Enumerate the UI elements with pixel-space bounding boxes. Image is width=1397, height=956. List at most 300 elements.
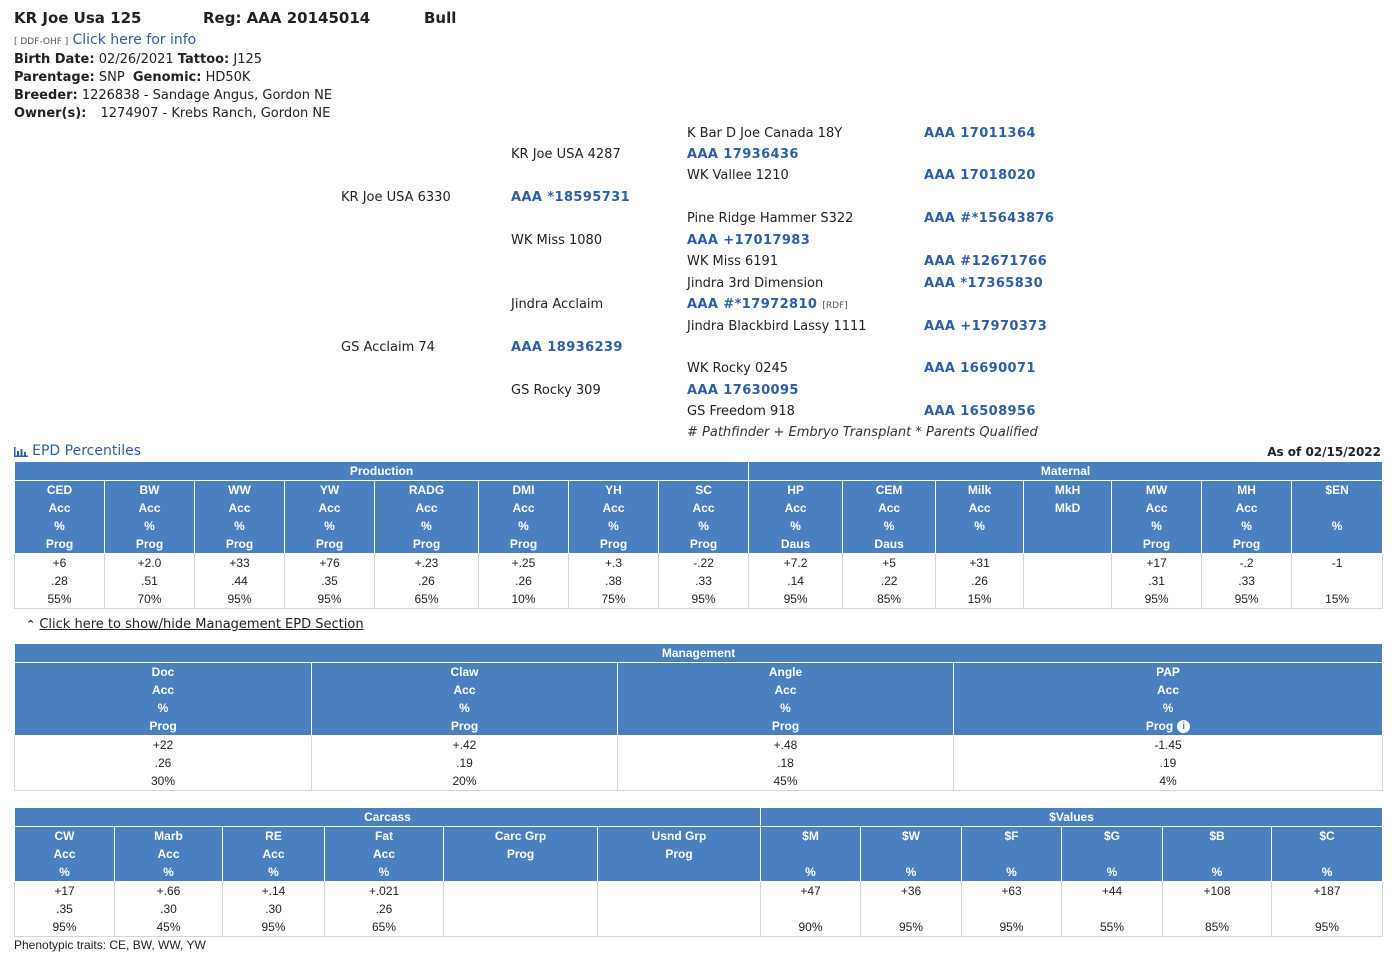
epd-header-text: Prog bbox=[45, 537, 74, 551]
epd-header-line bbox=[195, 481, 284, 499]
carcass-value bbox=[1163, 900, 1271, 918]
epd-value: 95% bbox=[227, 592, 252, 606]
epd-header-line bbox=[1024, 517, 1111, 535]
carcass-values-dollar-b bbox=[1163, 882, 1272, 937]
epd-values-ced bbox=[15, 554, 105, 609]
epd-header-text: Acc bbox=[228, 501, 251, 515]
epd-header-text: Prog bbox=[135, 537, 164, 551]
carcass-header-text: Prog bbox=[665, 847, 693, 861]
epd-header-line bbox=[195, 517, 284, 535]
epd-header-text: DMI bbox=[512, 483, 535, 497]
breeder-label: Breeder: bbox=[14, 88, 78, 103]
mgmt-values-doc bbox=[15, 736, 312, 791]
carcass-header-text: % bbox=[378, 865, 390, 879]
epd-header-line bbox=[1202, 499, 1291, 517]
carcass-values-dollar-f bbox=[962, 882, 1062, 937]
epd-header-sc bbox=[659, 481, 749, 554]
management-header: Management bbox=[15, 644, 1383, 663]
epd-header-line bbox=[1202, 481, 1291, 499]
epd-header-text: Daus bbox=[874, 537, 904, 551]
epd-header-text: Acc bbox=[48, 501, 71, 515]
epd-header-line bbox=[569, 517, 658, 535]
mgmt-header-text: Prog bbox=[771, 719, 800, 733]
pedigree-dsd-reg[interactable]: AAA +17970373 bbox=[924, 319, 1048, 334]
mgmt-header-line bbox=[954, 717, 1382, 735]
carcass-header-line bbox=[962, 845, 1061, 863]
epd-value: +6 bbox=[52, 556, 67, 570]
carcass-header-text: $F bbox=[1004, 829, 1019, 843]
epd-header-text: % bbox=[234, 519, 245, 533]
carcass-values-dollar-m bbox=[761, 882, 861, 937]
epd-header-line bbox=[479, 535, 568, 553]
carcass-header-line bbox=[1062, 845, 1162, 863]
carcass-values-marb bbox=[115, 882, 223, 937]
epd-header-text: % bbox=[1241, 519, 1252, 533]
carcass-value: 90% bbox=[798, 920, 823, 934]
pedigree-dsd-name: Jindra Blackbird Lassy 1111 bbox=[687, 319, 867, 334]
carcass-header-text: $G bbox=[1103, 829, 1120, 843]
carcass-value: +17 bbox=[54, 884, 75, 898]
carcass-header-text: $M bbox=[802, 829, 819, 843]
carcass-header-text: % bbox=[1106, 865, 1118, 879]
epd-values-mw bbox=[1112, 554, 1202, 609]
carcass-header-text: % bbox=[805, 865, 816, 879]
pedigree-dss-reg[interactable]: AAA *17365830 bbox=[924, 276, 1044, 291]
epd-value: 15% bbox=[967, 592, 992, 606]
mgmt-header-line bbox=[15, 717, 311, 735]
epd-header-text: Prog bbox=[689, 537, 718, 551]
epd-header-line bbox=[749, 481, 842, 499]
carcass-value bbox=[761, 900, 860, 918]
management-toggle-link[interactable]: Click here to show/hide Management EPD Section bbox=[39, 617, 364, 632]
carcass-values-carc-grp bbox=[444, 882, 598, 937]
epd-header-line bbox=[936, 535, 1023, 553]
epd-header-hp bbox=[749, 481, 843, 554]
genomic-value: HD50K bbox=[205, 70, 251, 85]
carcass-header-text: % bbox=[268, 865, 279, 879]
epd-header-mkh bbox=[1024, 481, 1112, 554]
epd-header-line bbox=[195, 499, 284, 517]
carcass-header-line bbox=[223, 845, 324, 863]
epd-value: .44 bbox=[231, 574, 248, 588]
epd-header-line bbox=[1024, 481, 1111, 499]
carcass-header-text: $B bbox=[1209, 829, 1225, 843]
carcass-value: 95% bbox=[1315, 920, 1340, 934]
epd-header-text: MH bbox=[1237, 483, 1256, 497]
epd-values-bw bbox=[105, 554, 195, 609]
epd-value: .28 bbox=[51, 574, 68, 588]
carcass-value: +187 bbox=[1313, 884, 1341, 898]
carcass-values-re bbox=[223, 882, 325, 937]
carcass-values-usnd-grp bbox=[598, 882, 761, 937]
carcass-header-text: Acc bbox=[372, 847, 395, 861]
carcass-header-line bbox=[598, 827, 760, 845]
mgmt-header-text: Claw bbox=[450, 665, 479, 679]
carcass-header-line bbox=[598, 845, 760, 863]
epd-header-ced bbox=[15, 481, 105, 554]
carcass-header-text: $C bbox=[1319, 829, 1335, 843]
maternal-header: Maternal bbox=[749, 462, 1383, 481]
epd-header-text: YH bbox=[605, 483, 622, 497]
pedigree-dds-name: WK Rocky 0245 bbox=[687, 361, 789, 376]
genetic-codes: [ DDF-OHF ] bbox=[14, 37, 69, 47]
carcass-value bbox=[444, 918, 597, 936]
epd-value: 55% bbox=[47, 592, 72, 606]
epd-header-text: BW bbox=[139, 483, 160, 497]
epd-header-line bbox=[569, 499, 658, 517]
epd-values-sc bbox=[659, 554, 749, 609]
epd-values-milk bbox=[936, 554, 1024, 609]
epd-header-text: % bbox=[144, 519, 155, 533]
epd-values-yw bbox=[285, 554, 375, 609]
carcass-header-text: RE bbox=[265, 829, 282, 843]
carcass-values-fat bbox=[325, 882, 444, 937]
epd-header-radg bbox=[375, 481, 479, 554]
epd-header-line bbox=[843, 481, 935, 499]
carcass-header-line bbox=[444, 863, 597, 881]
carcass-values-dollar-w bbox=[861, 882, 962, 937]
mgmt-header-text: % bbox=[459, 701, 470, 715]
carcass-header-text: % bbox=[905, 865, 917, 879]
epd-header-dmi bbox=[479, 481, 569, 554]
mgmt-header-line bbox=[312, 717, 617, 735]
epd-value: 95% bbox=[317, 592, 342, 606]
pedigree-sds-name: Pine Ridge Hammer S322 bbox=[687, 211, 854, 226]
pedigree-dd-reg[interactable]: AAA 17630095 bbox=[687, 383, 799, 398]
epd-header-text: YW bbox=[319, 483, 340, 497]
carcass-header-line bbox=[861, 827, 961, 845]
pedigree-ss-name: KR Joe USA 4287 bbox=[511, 147, 621, 162]
mgmt-header-line bbox=[312, 681, 617, 699]
epd-header-mw bbox=[1112, 481, 1202, 554]
epd-value bbox=[1024, 572, 1111, 590]
carcass-header-marb bbox=[115, 827, 223, 882]
carcass-header-text: Carc Grp bbox=[494, 829, 547, 843]
mgmt-value: 30% bbox=[150, 774, 176, 788]
epd-header-line bbox=[1112, 499, 1201, 517]
epd-header-text: Prog bbox=[1142, 537, 1171, 551]
carcass-header-line bbox=[223, 863, 324, 881]
carcass-header-text: Fat bbox=[375, 829, 393, 843]
epd-header-text: % bbox=[883, 519, 895, 533]
chevron-up-icon[interactable]: ⌃ bbox=[26, 618, 36, 631]
carcass-header-line bbox=[115, 827, 222, 845]
mgmt-header-line bbox=[312, 663, 617, 681]
mgmt-header-line bbox=[618, 681, 953, 699]
epd-header-line bbox=[1024, 499, 1111, 517]
epd-value: .22 bbox=[880, 574, 898, 588]
mgmt-header-text: % bbox=[157, 701, 169, 715]
epd-header-text: Prog bbox=[412, 537, 441, 551]
epd-header-line bbox=[1202, 517, 1291, 535]
epd-header-line bbox=[1292, 535, 1382, 553]
epd-header-text: CEM bbox=[875, 483, 903, 497]
carcass-value: .30 bbox=[160, 902, 177, 916]
carcass-header-text: Prog bbox=[506, 847, 535, 861]
carcass-table bbox=[14, 807, 1383, 937]
epd-header-text: Daus bbox=[780, 537, 811, 551]
carcass-header-text: Acc bbox=[262, 847, 285, 861]
epd-value: .33 bbox=[695, 574, 712, 588]
mgmt-header-line bbox=[618, 663, 953, 681]
epd-value: 85% bbox=[877, 592, 902, 606]
carcass-header-text: % bbox=[1321, 865, 1333, 879]
epd-header-line bbox=[1024, 535, 1111, 553]
birth-date-label: Birth Date: bbox=[14, 52, 95, 67]
carcass-header-line bbox=[1062, 863, 1162, 881]
pedigree-dam-name: GS Acclaim 74 bbox=[341, 340, 435, 355]
epd-header-milk bbox=[936, 481, 1024, 554]
epd-header-text: MkH bbox=[1054, 483, 1081, 497]
carcass-header-line bbox=[223, 827, 324, 845]
carcass-header-line bbox=[598, 863, 760, 881]
pedigree-sss-reg[interactable]: AAA 17011364 bbox=[924, 126, 1036, 141]
epd-header-line bbox=[843, 499, 935, 517]
epd-header-line bbox=[843, 535, 935, 553]
mgmt-header-line bbox=[15, 663, 311, 681]
epd-value: .26 bbox=[418, 574, 435, 588]
info-icon[interactable]: i bbox=[1177, 720, 1190, 733]
epd-header-text: Milk bbox=[967, 483, 992, 497]
mgmt-header-line bbox=[954, 663, 1382, 681]
epd-value: +5 bbox=[882, 556, 896, 570]
epd-header-line bbox=[15, 481, 104, 499]
carcass-header-text: % bbox=[59, 865, 70, 879]
carcass-value bbox=[598, 918, 760, 936]
carcass-value: +63 bbox=[1001, 884, 1022, 898]
epd-header-text: Prog bbox=[315, 537, 344, 551]
mgmt-value: .26 bbox=[154, 756, 172, 770]
pedigree-sire-reg[interactable]: AAA *18595731 bbox=[511, 190, 631, 205]
carcass-values-dollar-c bbox=[1272, 882, 1383, 937]
epd-value: 65% bbox=[414, 592, 439, 606]
carcass-value bbox=[444, 900, 597, 918]
carcass-header-line bbox=[15, 827, 114, 845]
pedigree-dam-reg[interactable]: AAA 18936239 bbox=[511, 340, 623, 355]
mgmt-header-text: % bbox=[780, 701, 791, 715]
pedigree-dds-reg[interactable]: AAA 16690071 bbox=[924, 361, 1036, 376]
epd-values-dollar-en bbox=[1292, 554, 1383, 609]
epd-header-line bbox=[749, 535, 842, 553]
mgmt-values-pap bbox=[954, 736, 1383, 791]
epd-values-mkh bbox=[1024, 554, 1112, 609]
carcass-header-re bbox=[223, 827, 325, 882]
carcass-value bbox=[962, 900, 1061, 918]
pedigree-ds-reg[interactable]: AAA #*17972810 bbox=[687, 297, 818, 312]
epd-header-line bbox=[1292, 517, 1382, 535]
pedigree-ddd-name: GS Freedom 918 bbox=[687, 404, 795, 419]
epd-value: 95% bbox=[1144, 592, 1169, 606]
epd-values-radg bbox=[375, 554, 479, 609]
epd-value: .35 bbox=[321, 574, 338, 588]
epd-header-text: Acc bbox=[512, 501, 535, 515]
epd-header-text: CED bbox=[46, 483, 73, 497]
carcass-header: Carcass bbox=[15, 808, 761, 827]
tattoo-label: Tattoo: bbox=[177, 52, 230, 67]
mgmt-value: 20% bbox=[452, 774, 477, 788]
epd-header-text: Prog bbox=[225, 537, 254, 551]
carcass-header-fat bbox=[325, 827, 444, 882]
epd-value: -1 bbox=[1331, 556, 1343, 570]
mgmt-header-text: Prog bbox=[450, 719, 479, 733]
mgmt-header-line bbox=[954, 699, 1382, 717]
epd-value bbox=[1024, 554, 1111, 572]
epd-header-mh bbox=[1202, 481, 1292, 554]
carcass-header-line bbox=[15, 863, 114, 881]
epd-header-text: Acc bbox=[968, 501, 991, 515]
carcass-value: +108 bbox=[1203, 884, 1231, 898]
epd-header-text: Acc bbox=[692, 501, 715, 515]
animal-sex: Bull bbox=[424, 9, 457, 27]
epd-value: +33 bbox=[229, 556, 250, 570]
epd-header-line bbox=[659, 517, 748, 535]
carcass-header-line bbox=[1272, 845, 1382, 863]
epd-header-line bbox=[285, 517, 374, 535]
epd-header-text: Acc bbox=[1145, 501, 1168, 515]
mgmt-header-text: Doc bbox=[151, 665, 175, 679]
epd-value: +31 bbox=[969, 556, 990, 570]
pedigree-sds-reg[interactable]: AAA #*15643876 bbox=[924, 211, 1055, 226]
carcass-header-line bbox=[761, 845, 860, 863]
epd-header-text: % bbox=[518, 519, 529, 533]
carcass-header-carc-grp bbox=[444, 827, 598, 882]
epd-header-text: % bbox=[608, 519, 619, 533]
info-link[interactable]: Click here for info bbox=[72, 32, 197, 48]
carcass-header-line bbox=[1272, 863, 1382, 881]
mgmt-values-angle bbox=[618, 736, 954, 791]
epd-header-text: $EN bbox=[1325, 483, 1349, 497]
epd-header-yh bbox=[569, 481, 659, 554]
pedigree-ssd-reg[interactable]: AAA 17018020 bbox=[924, 168, 1036, 183]
epd-value: 95% bbox=[1234, 592, 1259, 606]
pedigree-dss-name: Jindra 3rd Dimension bbox=[687, 276, 824, 291]
pedigree-legend: # Pathfinder + Embryo Transplant * Parents Qualified bbox=[687, 425, 1038, 440]
epd-header-line bbox=[936, 517, 1023, 535]
epd-section-title[interactable]: EPD Percentiles bbox=[32, 443, 142, 459]
epd-header-line bbox=[375, 535, 478, 553]
carcass-value: +44 bbox=[1101, 884, 1123, 898]
epd-header-line bbox=[375, 481, 478, 499]
epd-header-yw bbox=[285, 481, 375, 554]
carcass-value: +.14 bbox=[261, 884, 286, 898]
epd-header-line bbox=[105, 481, 194, 499]
epd-header-text: HP bbox=[787, 483, 804, 497]
mgmt-header-line bbox=[15, 681, 311, 699]
epd-header-text: WW bbox=[228, 483, 251, 497]
carcass-value: 65% bbox=[371, 920, 397, 934]
carcass-values-cw bbox=[15, 882, 115, 937]
epd-value: -.2 bbox=[1239, 556, 1254, 570]
epd-header-text: Prog bbox=[1232, 537, 1261, 551]
epd-header-text: % bbox=[54, 519, 65, 533]
carcass-value: 55% bbox=[1099, 920, 1125, 934]
pedigree-sire-name: KR Joe USA 6330 bbox=[341, 190, 451, 205]
epd-value: .38 bbox=[605, 574, 622, 588]
epd-header-line bbox=[1112, 517, 1201, 535]
pedigree-ss-reg[interactable]: AAA 17936436 bbox=[687, 147, 799, 162]
epd-header-text: MW bbox=[1145, 483, 1168, 497]
epd-value: .51 bbox=[141, 574, 158, 588]
epd-values-ww bbox=[195, 554, 285, 609]
pedigree-sss-name: K Bar D Joe Canada 18Y bbox=[687, 126, 843, 141]
epd-header-line bbox=[1202, 535, 1291, 553]
carcass-header-text: % bbox=[1211, 865, 1223, 879]
owner-label: Owner(s): bbox=[14, 106, 87, 121]
epd-value: .26 bbox=[971, 574, 988, 588]
mgmt-value: 4% bbox=[1159, 774, 1177, 788]
epd-header-line bbox=[659, 481, 748, 499]
epd-header-text: % bbox=[698, 519, 709, 533]
epd-header-line bbox=[375, 499, 478, 517]
mgmt-values-claw bbox=[312, 736, 618, 791]
carcass-header-line bbox=[115, 863, 222, 881]
epd-header-text: Prog bbox=[509, 537, 538, 551]
parentage-label: Parentage: bbox=[14, 70, 95, 85]
carcass-header-line bbox=[444, 827, 597, 845]
epd-value: .33 bbox=[1238, 574, 1255, 588]
carcass-value: 95% bbox=[52, 920, 77, 934]
mgmt-value: +22 bbox=[152, 738, 174, 752]
epd-header-line bbox=[105, 517, 194, 535]
epd-header-line bbox=[105, 499, 194, 517]
carcass-header-line bbox=[1062, 827, 1162, 845]
pedigree-sd-reg[interactable]: AAA +17017983 bbox=[687, 233, 811, 248]
epd-header-line bbox=[195, 535, 284, 553]
epd-header-line bbox=[569, 535, 658, 553]
pedigree-dd-name: GS Rocky 309 bbox=[511, 383, 601, 398]
carcass-header-cw bbox=[15, 827, 115, 882]
epd-header-text: % bbox=[1331, 519, 1343, 533]
genomic-label: Genomic: bbox=[132, 70, 202, 85]
epd-value bbox=[1292, 572, 1382, 590]
tattoo-value: J125 bbox=[233, 52, 263, 67]
pedigree-sdd-reg[interactable]: AAA #12671766 bbox=[924, 254, 1048, 269]
carcass-header-text: % bbox=[163, 865, 174, 879]
carcass-header-line bbox=[962, 827, 1061, 845]
epd-values-hp bbox=[749, 554, 843, 609]
animal-name: KR Joe Usa 125 bbox=[14, 9, 142, 27]
mgmt-header-claw bbox=[312, 663, 618, 736]
carcass-header-line bbox=[962, 863, 1061, 881]
carcass-value: 95% bbox=[999, 920, 1024, 934]
carcass-value bbox=[1062, 900, 1162, 918]
mgmt-header-angle bbox=[618, 663, 954, 736]
epd-value: -.22 bbox=[693, 556, 714, 570]
epd-header-line bbox=[1112, 535, 1201, 553]
pedigree-ddd-reg[interactable]: AAA 16508956 bbox=[924, 404, 1036, 419]
epd-value: +.25 bbox=[511, 556, 536, 570]
carcass-value: +.66 bbox=[156, 884, 181, 898]
mgmt-header-pap bbox=[954, 663, 1383, 736]
mgmt-header-text: % bbox=[1162, 701, 1174, 715]
epd-header-text: Prog bbox=[599, 537, 628, 551]
mgmt-header-text: Angle bbox=[768, 665, 803, 679]
mgmt-value: -1.45 bbox=[1154, 738, 1182, 752]
carcass-value: +47 bbox=[800, 884, 821, 898]
pedigree-sdd-name: WK Miss 6191 bbox=[687, 254, 779, 269]
epd-header-text: Acc bbox=[1235, 501, 1258, 515]
epd-header-text: Acc bbox=[602, 501, 625, 515]
mgmt-value: .19 bbox=[1159, 756, 1177, 770]
epd-header-line bbox=[659, 535, 748, 553]
breeder-value: 1226838 - Sandage Angus, Gordon NE bbox=[81, 88, 333, 103]
carcass-header-dollar-b bbox=[1163, 827, 1272, 882]
phenotypic-traits: Phenotypic traits: CE, BW, WW, YW bbox=[14, 938, 206, 952]
epd-header-line bbox=[843, 517, 935, 535]
epd-header-text: SC bbox=[695, 483, 712, 497]
epd-header-line bbox=[285, 481, 374, 499]
mgmt-value: .18 bbox=[777, 756, 794, 770]
